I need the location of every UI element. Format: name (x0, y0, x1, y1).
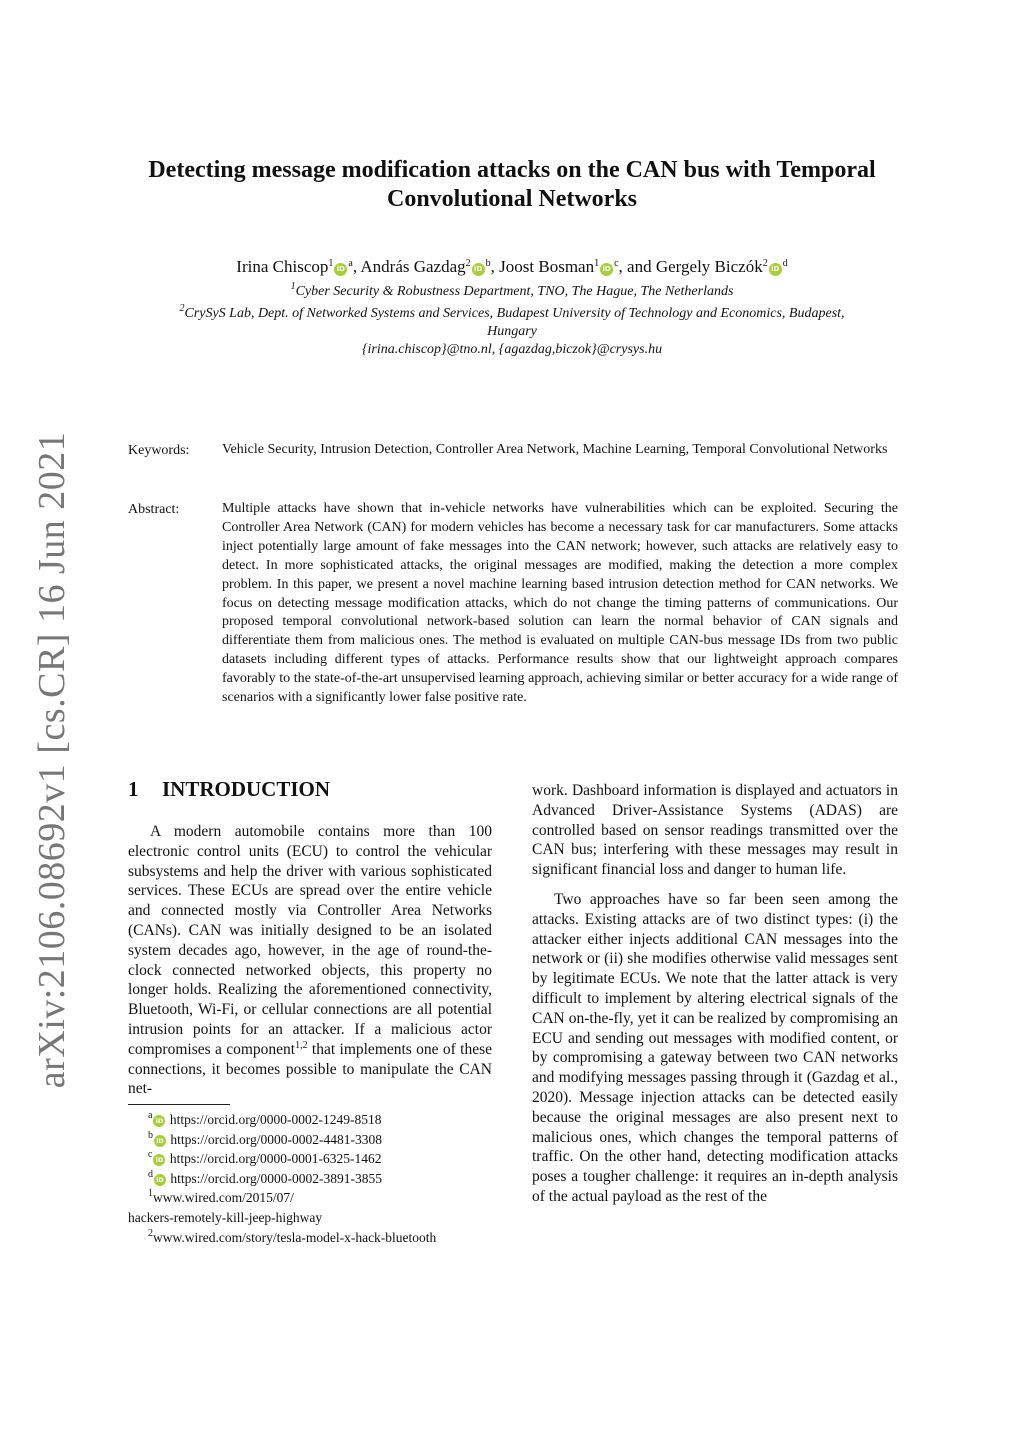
orcid-link[interactable]: https://orcid.org/0000-0002-3891-3855 (170, 1170, 382, 1186)
orcid-link[interactable]: https://orcid.org/0000-0002-4481-3308 (170, 1131, 382, 1147)
section-heading (128, 776, 330, 802)
affiliation-1: $^1$Cyber Security & Robustness Department, TNO, The Hague, The Netherlands (290, 281, 734, 299)
arxiv-sidebar-stamp (22, 431, 82, 1089)
author: Joost Bosman$^1$ iD $^c$, and (499, 257, 656, 276)
footnote-1-continued: hackers-remotely-kill-jeep-highway (128, 1209, 323, 1225)
abstract-label: Abstract: (128, 502, 180, 517)
orcid-icon: iD (153, 1154, 165, 1166)
intro-paragraph-2: work. Dashboard information is displayed and actuators in Advanced Driver-Assistance Systems (ADAS) are controlled based on sensor readings transmitted over the CAN bus; interfering with these messages may result in significant financial loss and danger to human life. (532, 782, 898, 879)
orcid-icon[interactable]: iD (600, 263, 613, 276)
footnote-1: $^1$www.wired.com/2015/07/ (148, 1188, 294, 1206)
left-column (128, 822, 492, 1099)
author: Irina Chiscop$^1$ iD $^a$, (236, 257, 361, 276)
orcid-icon[interactable]: iD (334, 263, 347, 276)
footnote-orcid-d: $^d$ iD https://orcid.org/0000-0002-3891-3855 (148, 1168, 382, 1186)
footnote-orcid-c: $^c$ iD https://orcid.org/0000-0001-6325-1462 (148, 1149, 382, 1167)
orcid-icon: iD (154, 1135, 166, 1147)
author: András Gazdag$^2$ iD $^b$, (360, 257, 500, 276)
right-column (532, 781, 898, 1207)
affiliation-2: $^2$CrySyS Lab, Dept. of Networked Systems and Services, Budapest University of Technology and Economics, Budapest, Hungary (179, 303, 845, 339)
arxiv-id-text: arXiv:2106.08692v1 [cs.CR] 16 Jun 2021 (31, 431, 73, 1089)
footnote-2: $^2$www.wired.com/story/tesla-model-x-hack-bluetooth (148, 1227, 437, 1245)
footnote-orcid-a: $^a$ iD https://orcid.org/0000-0002-1249-8518 (148, 1110, 382, 1127)
orcid-icon: iD (153, 1115, 165, 1127)
author: Gergely Biczók$^2$ iD $^d$ (655, 257, 788, 276)
section-number: 1 (128, 777, 139, 801)
author-emails: {irina.chiscop}@tno.nl, {agazdag,biczok}@crysys.hu (361, 342, 663, 357)
footnote-ref[interactable]: 1,2 (295, 1039, 308, 1051)
footnote-orcid-b: $^b$ iD https://orcid.org/0000-0002-4481-3308 (148, 1129, 382, 1147)
section-title: INTRODUCTION (162, 777, 331, 801)
footnotes (128, 1110, 498, 1247)
keywords-label: Keywords: (128, 443, 190, 458)
abstract-text: Multiple attacks have shown that in-vehicle networks have vulnerabilities which can be exploited. Securing the Controller Area Network (CAN) for modern vehicles has become a necessary task for car manufacturers. Some attacks inject potentially large amount of fake messages into the CAN network; however, such attacks are relatively easy to detect. In more sophisticated attacks, the original messages are modified, making the detection a more complex problem. In this paper, we present a novel machine learning based intrusion detection method for CAN networks. We focus on detecting message modification attacks, which do not change the timing patterns of communications. Our proposed temporal convolutional network-based solution can learn the normal behavior of CAN signals and differentiate them from malicious ones. The method is evaluated on multiple CAN-bus message IDs from two public datasets including different types of attacks. Performance results show that our lightweight approach compares favorably to the state-of-the-art unsupervised learning approach, achieving similar or better accuracy for a wide range of scenarios with a significantly lower false positive rate. (222, 501, 898, 706)
intro-paragraph-3: Two approaches have so far been seen among the attacks. Existing attacks are of two distinct types: (i) the attacker either injects additional CAN messages into the network or (ii) she modifies otherwise valid messages sent by legitimate ECUs. We note that the latter attack is very difficult to implement by altering electrical signals of the CAN on-the-fly, yet it can be realized by compromising an ECU and sending out messages with modified content, or by compromising a gateway between two CAN networks and modifying messages passing through it (Gazdag et al., 2020). Message injection attacks can be detected easily because the original messages are also present next to malicious ones, which changes the temporal patterns of traffic. On the other hand, detecting modification attacks poses a tougher challenge: it requires an in-depth analysis of the actual payload as the rest of the (532, 890, 898, 1205)
intro-paragraph-1: A modern automobile contains more than 100 electronic control units (ECU) to control the vehicular subsystems and help the driver with various sophisticated services. These ECUs are spread over the entire vehicle and connected mostly via Controller Area Networks (CANs). CAN was initially designed to be an isolated system decades ago, however, in the age of round-the-clock connected networked objects, this property no longer holds. Realizing the aforementioned connectivity, Bluetooth, Wi-Fi, or cellular connections are all potential intrusion points for an attacker. If a malicious actor compromises a component$^{1,2}$ that implements one of these connections, it becomes possible to manipulate the CAN net- (128, 823, 492, 1098)
footnote-link[interactable]: www.wired.com/2015/07/ (153, 1190, 294, 1206)
keywords-text: Vehicle Security, Intrusion Detection, Controller Area Network, Machine Learning, Temporal Convolutional Networks (222, 442, 888, 457)
title-line-1: Detecting message modification attacks on the CAN bus with Temporal (148, 157, 876, 183)
orcid-link[interactable]: https://orcid.org/0000-0002-1249-8518 (169, 1112, 382, 1127)
orcid-link[interactable]: https://orcid.org/0000-0001-6325-1462 (169, 1151, 382, 1167)
title-line-2: Convolutional Networks (386, 186, 638, 212)
orcid-icon[interactable]: iD (769, 263, 782, 276)
footnote-link[interactable]: www.wired.com/story/tesla-model-x-hack-bluetooth (153, 1229, 437, 1245)
orcid-icon[interactable]: iD (472, 263, 485, 276)
footnote-rule (128, 1104, 230, 1105)
orcid-icon: iD (154, 1174, 166, 1186)
paper-title (100, 156, 924, 214)
author-list (100, 256, 924, 278)
